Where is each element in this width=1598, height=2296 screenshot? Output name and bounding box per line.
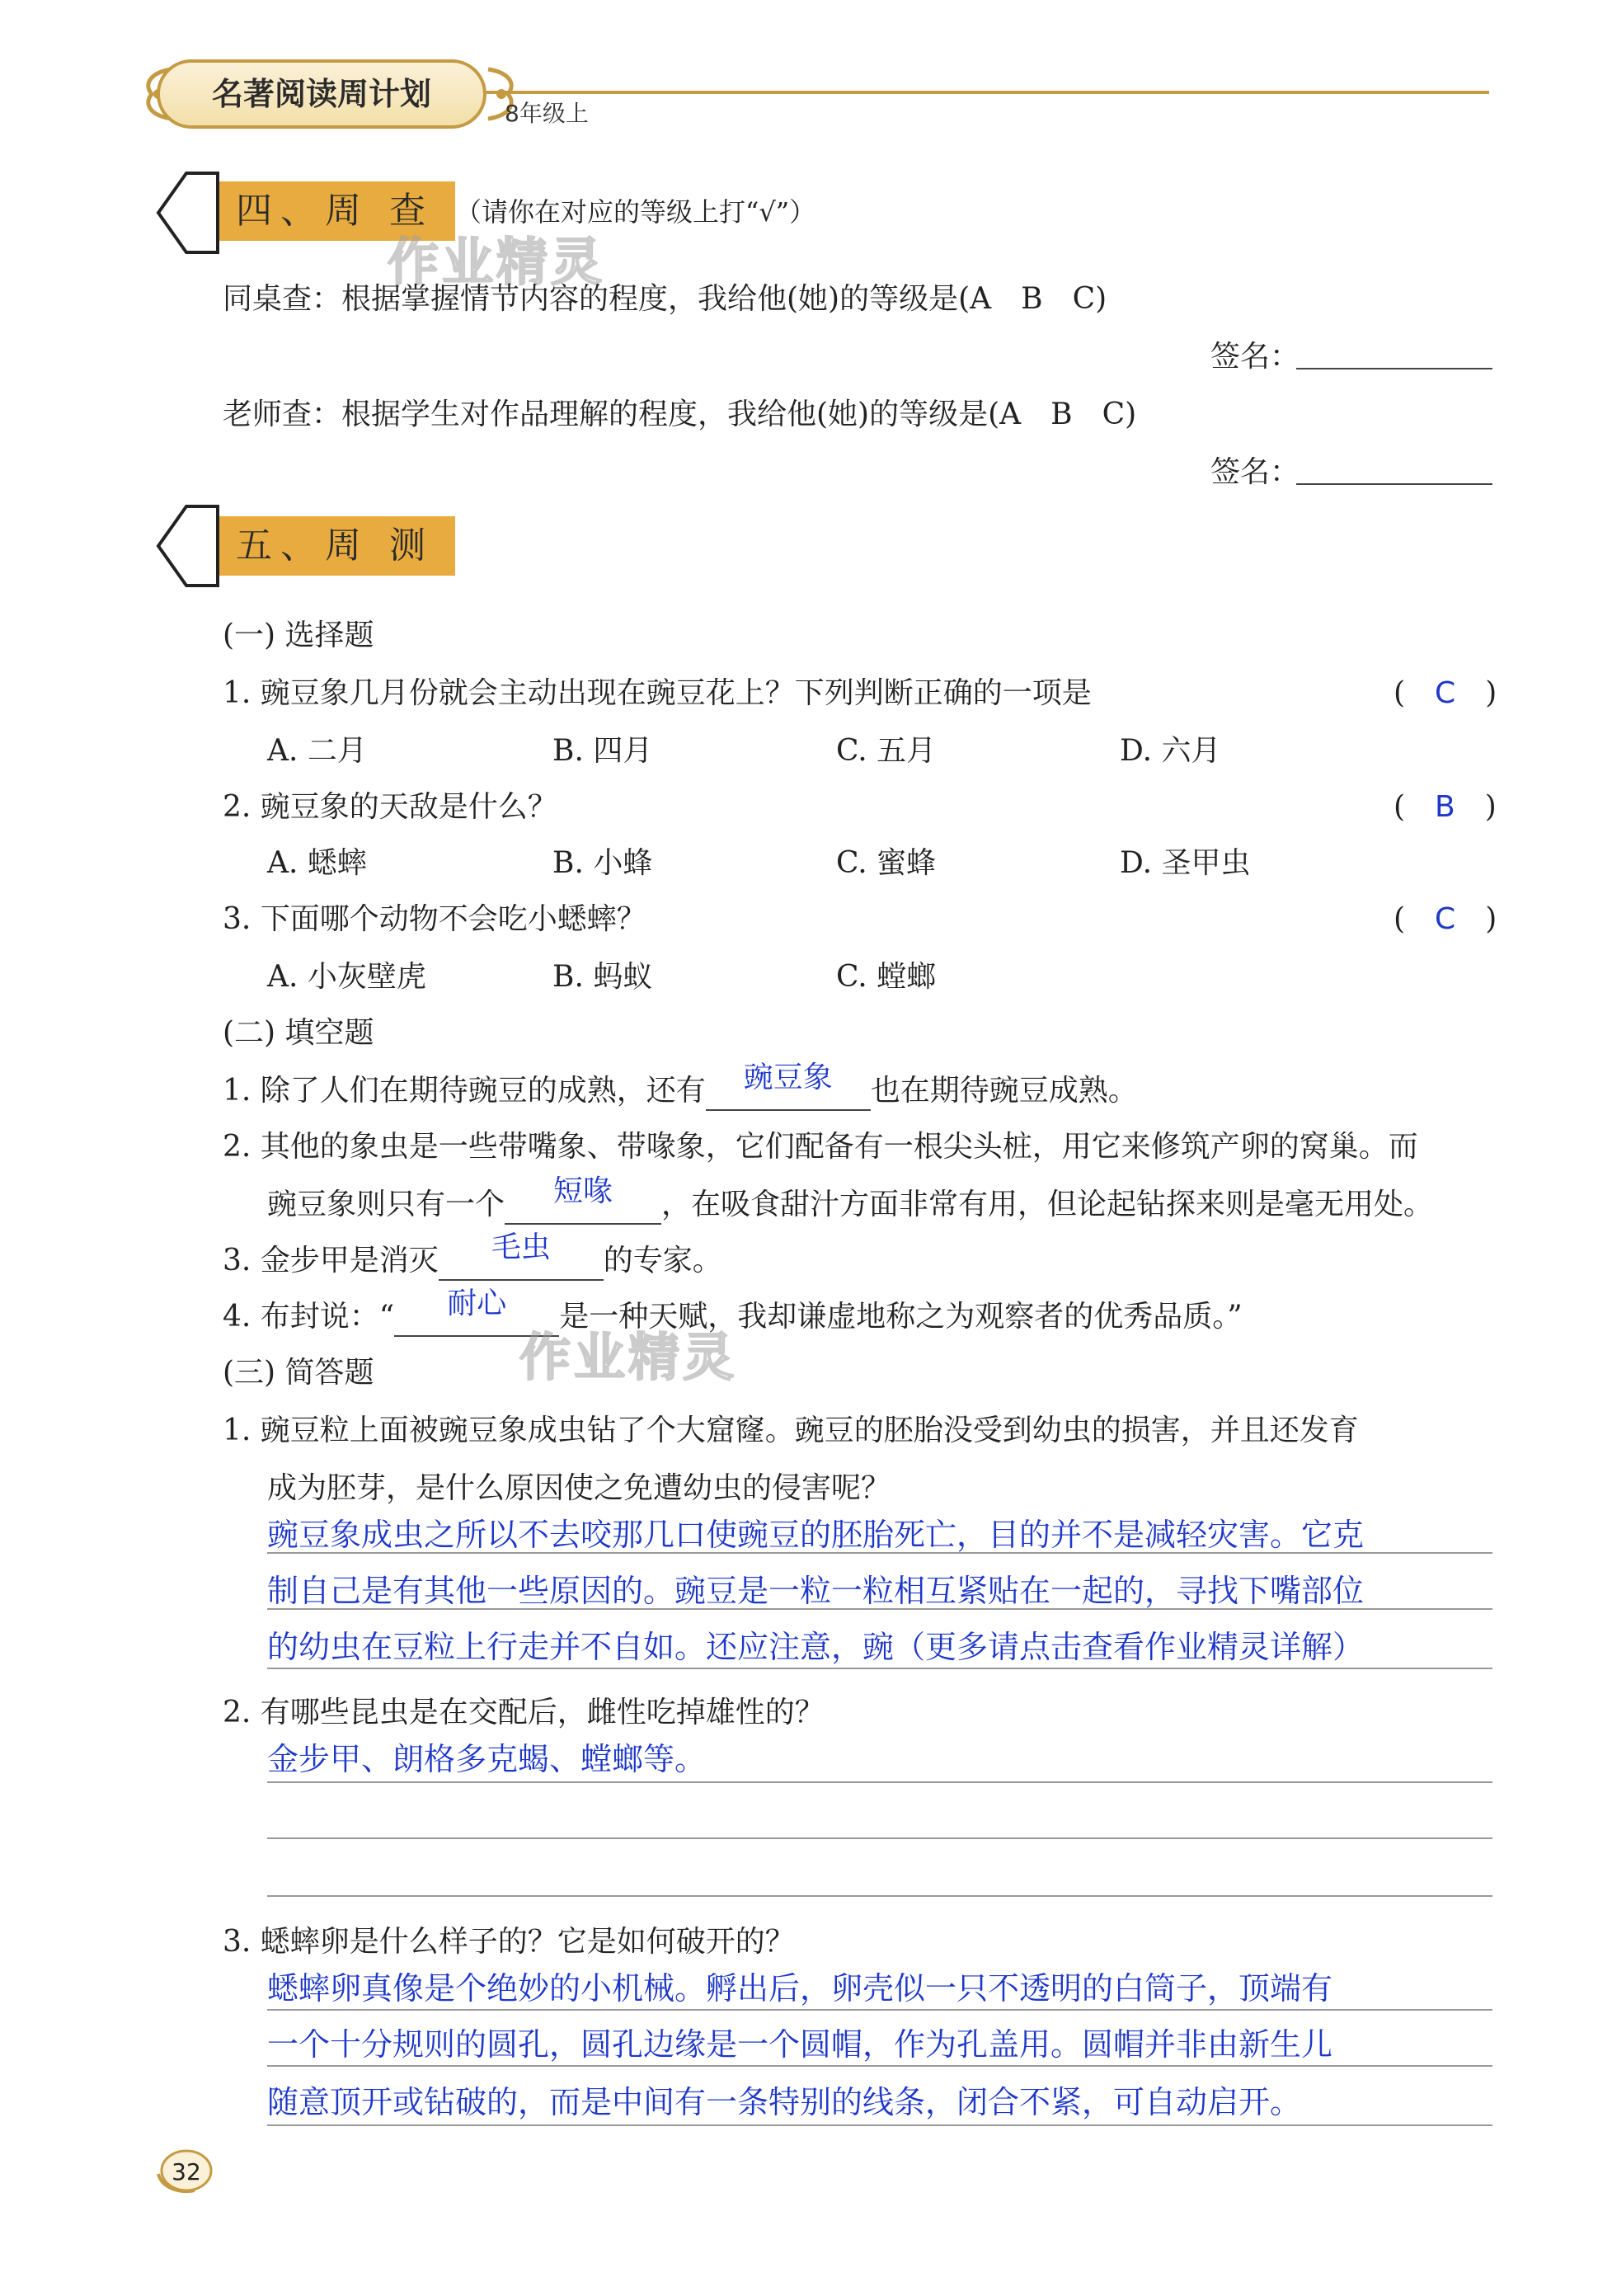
short-q3-answer-line: 随意顶开或钻破的，而是中间有一条特别的线条，闭合不紧，可自动启开。 <box>267 2084 1302 2120</box>
fill-q3-answer: 毛虫 <box>491 1230 551 1264</box>
section-hex-icon <box>153 505 219 587</box>
desk-check-text: 同桌查：根据掌握情节内容的程度，我给他(她)的等级是(A B C) <box>223 282 1107 316</box>
option: C. 螳螂 <box>836 960 937 994</box>
sign-label: 签名： <box>1210 455 1300 489</box>
answer-rule <box>267 2124 1492 2126</box>
watermark: 作业精灵 <box>388 232 606 292</box>
fill-q2-pre: 豌豆象则只有一个 <box>267 1188 505 1221</box>
fill-heading: (二) 填空题 <box>223 1016 374 1050</box>
fill-q2-line2 <box>267 1174 1434 1225</box>
option: C. 蜜蜂 <box>836 846 937 880</box>
header-title: 名著阅读周计划 <box>157 59 486 129</box>
sign-label: 签名： <box>1210 340 1300 374</box>
fill-q2-answer: 短喙 <box>553 1174 613 1208</box>
fill-q1-answer: 豌豆象 <box>743 1061 833 1094</box>
fill-q1-pre: 1. 除了人们在期待豌豆的成熟，还有 <box>223 1074 706 1108</box>
fill-q1 <box>223 1061 1138 1111</box>
fill-q4-post: 是一种天赋，我却谦虚地称之为观察者的优秀品质。” <box>559 1300 1243 1334</box>
short-q1-answer-line: 制自己是有其他一些原因的。豌豆是一粒一粒相互紧贴在一起的，寻找下嘴部位 <box>267 1573 1365 1609</box>
page-number-badge <box>153 2146 214 2195</box>
option: B. 小蜂 <box>552 846 653 880</box>
answer-rule <box>267 1781 1492 1783</box>
page-number: 32 <box>172 2158 201 2185</box>
header-rule <box>486 91 1489 94</box>
option: D. 圣甲虫 <box>1120 846 1251 880</box>
fill-q3-post: 的专家。 <box>603 1244 722 1277</box>
short-heading: (三) 简答题 <box>223 1356 374 1390</box>
short-q3-answer-line: 一个十分规则的圆孔，圆孔边缘是一个圆帽，作为孔盖用。圆帽并非由新生儿 <box>267 2026 1333 2063</box>
teacher-check-text: 老师查：根据学生对作品理解的程度，我给他(她)的等级是(A B C) <box>223 398 1137 431</box>
option: C. 五月 <box>836 734 937 768</box>
answer-bracket: ( C ) <box>1394 902 1497 936</box>
signature-line[interactable] <box>1296 368 1492 369</box>
answer-rule <box>267 1668 1492 1669</box>
answer-rule <box>267 1895 1492 1897</box>
answer-bracket: ( B ) <box>1394 790 1497 824</box>
answer-rule <box>267 1552 1492 1554</box>
answer-rule <box>267 1608 1492 1610</box>
short-q2-answer-line: 金步甲、朗格多克蝎、螳螂等。 <box>267 1741 707 1777</box>
choice-q2-answer: B <box>1435 790 1455 824</box>
option: A. 小灰壁虎 <box>267 960 426 994</box>
choice-q3-stem: 3. 下面哪个动物不会吃小蟋蟀？ <box>223 902 646 936</box>
short-q2-stem: 2. 有哪些昆虫是在交配后，雌性吃掉雄性的？ <box>223 1696 825 1729</box>
signature-line[interactable] <box>1296 483 1492 485</box>
short-q1-answer-line: 的幼虫在豆粒上行走并不自如。还应注意，豌（更多请点击查看作业精灵详解） <box>267 1629 1365 1665</box>
fill-q2-line1: 2. 其他的象虫是一些带嘴象、带喙象，它们配备有一根尖头桩，用它来修筑产卵的窝巢。而 <box>223 1130 1418 1164</box>
option: B. 四月 <box>552 734 653 768</box>
short-q3-stem: 3. 蟋蟀卵是什么样子的？它是如何破开的？ <box>223 1925 795 1959</box>
fill-q3 <box>223 1230 722 1281</box>
short-q1-answer-line: 豌豆象成虫之所以不去咬那几口使豌豆的胚胎死亡，目的并不是减轻灾害。它克 <box>267 1517 1365 1553</box>
short-q3-answer-line: 蟋蟀卵真像是个绝妙的小机械。孵出后，卵壳似一只不透明的白筒子，顶端有 <box>267 1970 1333 2007</box>
choice-q2-stem: 2. 豌豆象的天敌是什么？ <box>223 790 557 824</box>
fill-q4-pre: 4. 布封说：“ <box>223 1300 395 1334</box>
answer-bracket: ( C ) <box>1394 676 1497 710</box>
fill-q1-post: 也在期待豌豆成熟。 <box>870 1074 1138 1108</box>
option: D. 六月 <box>1120 734 1221 768</box>
section-4-note: （请你在对应的等级上打“√”） <box>455 196 816 228</box>
answer-rule <box>267 1837 1492 1839</box>
section-5-title: 五、周 测 <box>219 516 455 576</box>
watermark: 作业精灵 <box>519 1327 738 1387</box>
short-q1-stem: 成为胚芽，是什么原因使之免遭幼虫的侵害呢？ <box>267 1471 891 1505</box>
grade-label: 8年级上 <box>505 100 589 127</box>
fill-q4-answer: 耐心 <box>447 1287 507 1320</box>
fill-q2-post: ，在吸食甜汁方面非常有用，但论起钻探来则是毫无用处。 <box>661 1188 1434 1221</box>
option: A. 蟋蟀 <box>267 846 367 880</box>
choice-q1-answer: C <box>1435 676 1456 710</box>
option: A. 二月 <box>267 734 367 768</box>
choice-q3-answer: C <box>1435 902 1456 936</box>
answer-rule <box>267 2065 1492 2067</box>
choice-heading: (一) 选择题 <box>223 619 374 652</box>
answer-rule <box>267 2009 1492 2011</box>
option: B. 蚂蚁 <box>552 960 653 994</box>
fill-q3-pre: 3. 金步甲是消灭 <box>223 1244 439 1277</box>
section-4-title: 四、周 查 <box>219 181 455 241</box>
choice-q1-stem: 1. 豌豆象几月份就会主动出现在豌豆花上？下列判断正确的一项是 <box>223 676 1092 710</box>
short-q1-stem: 1. 豌豆粒上面被豌豆象成虫钻了个大窟窿。豌豆的胚胎没受到幼虫的损害，并且还发育 <box>223 1414 1359 1447</box>
section-hex-icon <box>153 172 219 254</box>
